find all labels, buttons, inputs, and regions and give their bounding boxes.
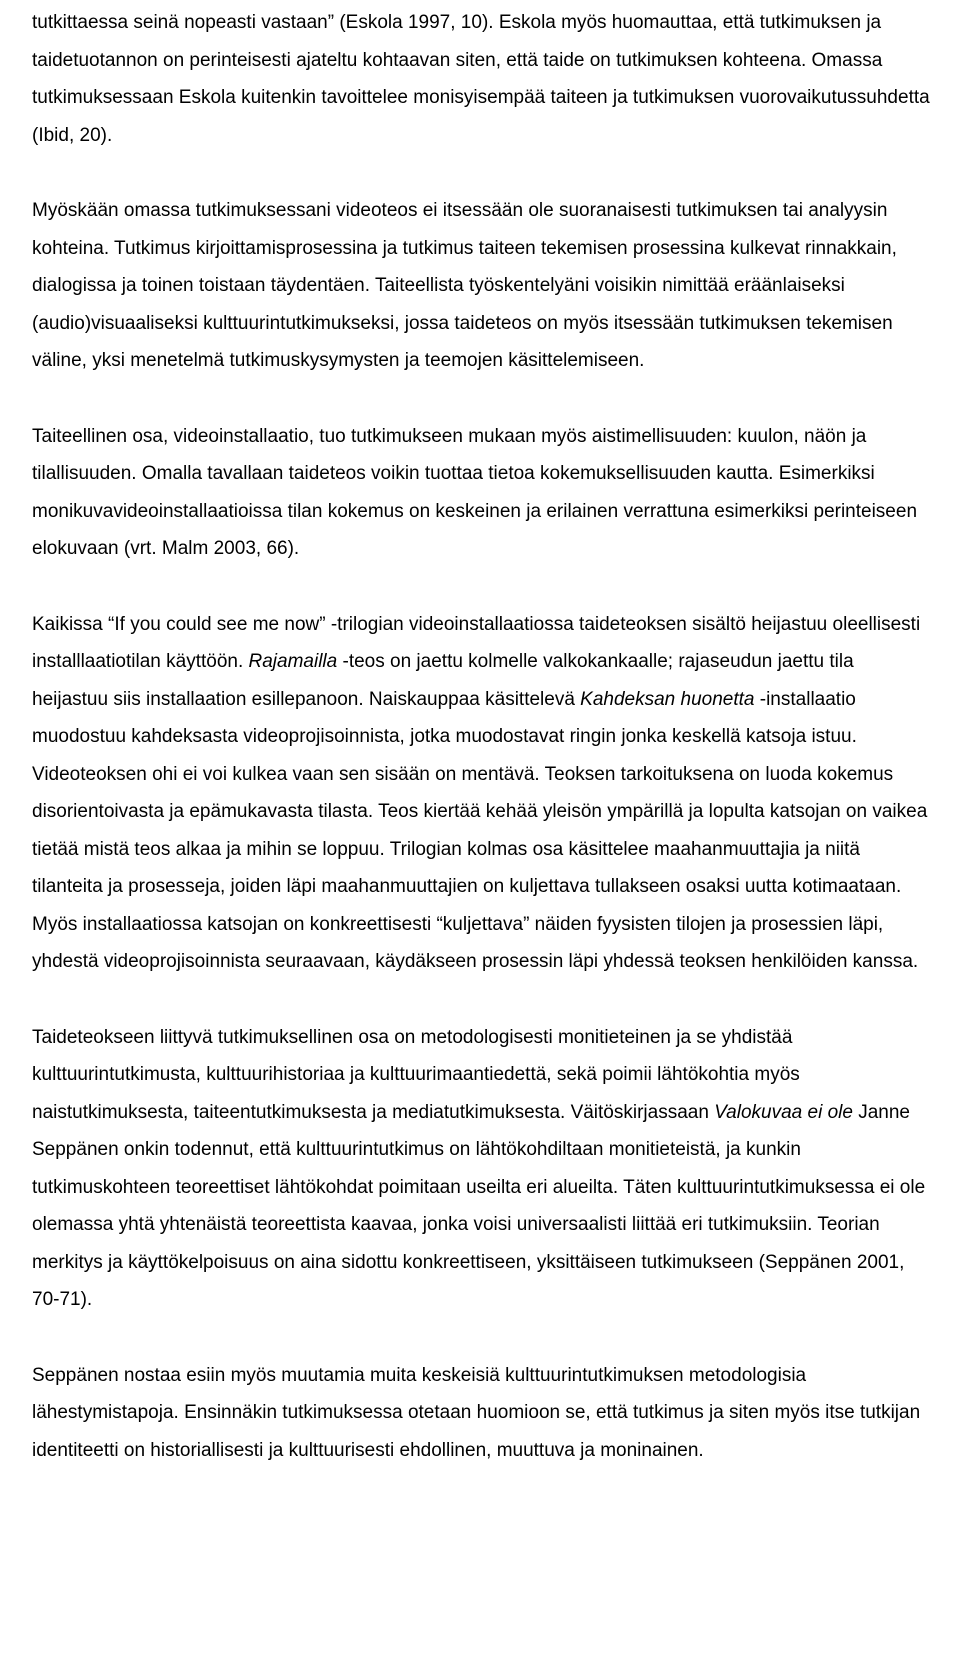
paragraph-1-text: tutkittaessa seinä nopeasti vastaan” (Eskola 1997, 10). Eskola myös huomauttaa, että tutkimuksen ja taidetuotannon on perinteisesti ajateltu kohtaavan siten, että taide on tutkimuksen kohteena. Omassa tutkimuksessaan Eskola kuitenkin tavoittelee monisyisempää taiteen ja tutkimuksen vuorovaikutussuhdetta (Ibid, 20). (32, 12, 930, 146)
paragraph-2 (32, 192, 932, 380)
paragraph-4-text-part-1: Kaikissa “If you could see me now” -trilogian videoinstallaatiossa taideteoksen sisältö heijastuu oleellisesti installlaatiotilan käyttöön. (32, 613, 921, 672)
paragraph-4 (32, 606, 932, 981)
paragraph-4-text-part-3: -installaatio muodostuu kahdeksasta videoprojisoinnista, jotka muodostavat ringin jonka keskellä katsoja istuu. Videoteoksen ohi ei voi kulkea vaan sen sisään on mentävä. Teoksen tarkoituksena on luoda kokemus disorientoivasta ja epämukavasta tilasta. Teos kiertää kehää yleisön ympärillä ja lopulta katsojan on vaikea tietää mistä teos alkaa ja mihin se loppuu. Trilogian kolmas osa käsittelee maahanmuuttajia ja niitä tilanteita ja prosesseja, joiden läpi maahanmuuttajien on kuljettava tullakseen osaksi uutta kotimaataan. Myös installaatiossa katsojan on konkreettisesti “kuljettava” näiden fyysisten tilojen ja prosessien läpi, yhdestä videoprojisoinnista seuraavaan, käydäkseen prosessin läpi yhdessä teoksen henkilöiden kanssa. (32, 688, 928, 972)
paragraph-3 (32, 418, 932, 568)
paragraph-3-text: Taiteellinen osa, videoinstallaatio, tuo tutkimukseen mukaan myös aistimellisuuden: kuulon, näön ja tilallisuuden. Omalla tavallaan taideteos voikin tuottaa tietoa kokemuksellisuuden kautta. Esimerkiksi monikuvavideoinstallaatioissa tilan kokemus on keskeinen ja erilainen verrattuna esimerkiksi perinteiseen elokuvaan (vrt. Malm 2003, 66). (32, 425, 918, 559)
paragraph-1 (32, 4, 932, 154)
paragraph-5-text-part-1: Taideteokseen liittyvä tutkimuksellinen osa on metodologisesti monitieteinen ja se yhdistää kulttuurintutkimusta, kulttuurihistoriaa ja kulttuurimaantiedettä, sekä poimii lähtökohtia myös naistutkimuksesta, taiteentutkimuksesta ja mediatutkimuksesta. Väitöskirjassaan (32, 1026, 800, 1123)
book-title-valokuvaa-ei-ole: Valokuvaa ei ole (714, 1101, 853, 1123)
work-title-kahdeksan-huonetta: Kahdeksan huonetta (580, 688, 755, 710)
paragraph-4-text-part-2: -teos on jaettu kolmelle valkokankaalle; rajaseudun jaettu tila heijastuu siis installaation esillepanoon. Naiskauppaa käsittelevä (32, 651, 854, 710)
paragraph-2-text: Myöskään omassa tutkimuksessani videoteos ei itsessään ole suoranaisesti tutkimuksen tai analyysin kohteina. Tutkimus kirjoittamisprosessina ja tutkimus taiteen tekemisen prosessina kulkevat rinnakkain, dialogissa ja toinen toistaan täydentäen. Taiteellista työskentelyäni voisikin nimittää eräänlaiseksi (audio)visuaaliseksi kulttuurintutkimukseksi, jossa taideteos on myös itsessään tutkimuksen tekemisen väline, yksi menetelmä tutkimuskysymysten ja teemojen käsittelemiseen. (32, 200, 897, 371)
paragraph-5 (32, 1019, 932, 1319)
paragraph-5-text-part-2: Janne Seppänen onkin todennut, että kulttuurintutkimus on lähtökohdiltaan monitieteistä, ja kunkin tutkimuskohteen teoreettiset lähtökohdat poimitaan useilta eri alueilta. Täten kulttuurintutkimuksessa ei ole olemassa yhtä yhtenäistä teoreettista kaavaa, jonka voisi universaalisti liittää eri tutkimuksiin. Teorian merkitys ja käyttökelpoisuus on aina sidottu konkreettiseen, yksittäiseen tutkimukseen (Seppänen 2001, 70-71). (32, 1101, 926, 1310)
document-page (32, 4, 932, 1469)
paragraph-6-text: Seppänen nostaa esiin myös muutamia muita keskeisiä kulttuurintutkimuksen metodologisia lähestymistapoja. Ensinnäkin tutkimuksessa otetaan huomioon se, että tutkimus ja siten myös itse tutkijan identiteetti on historiallisesti ja kulttuurisesti ehdollinen, muuttuva ja moninainen. (32, 1364, 921, 1461)
work-title-rajamailla: Rajamailla (248, 651, 338, 672)
paragraph-6 (32, 1357, 932, 1470)
